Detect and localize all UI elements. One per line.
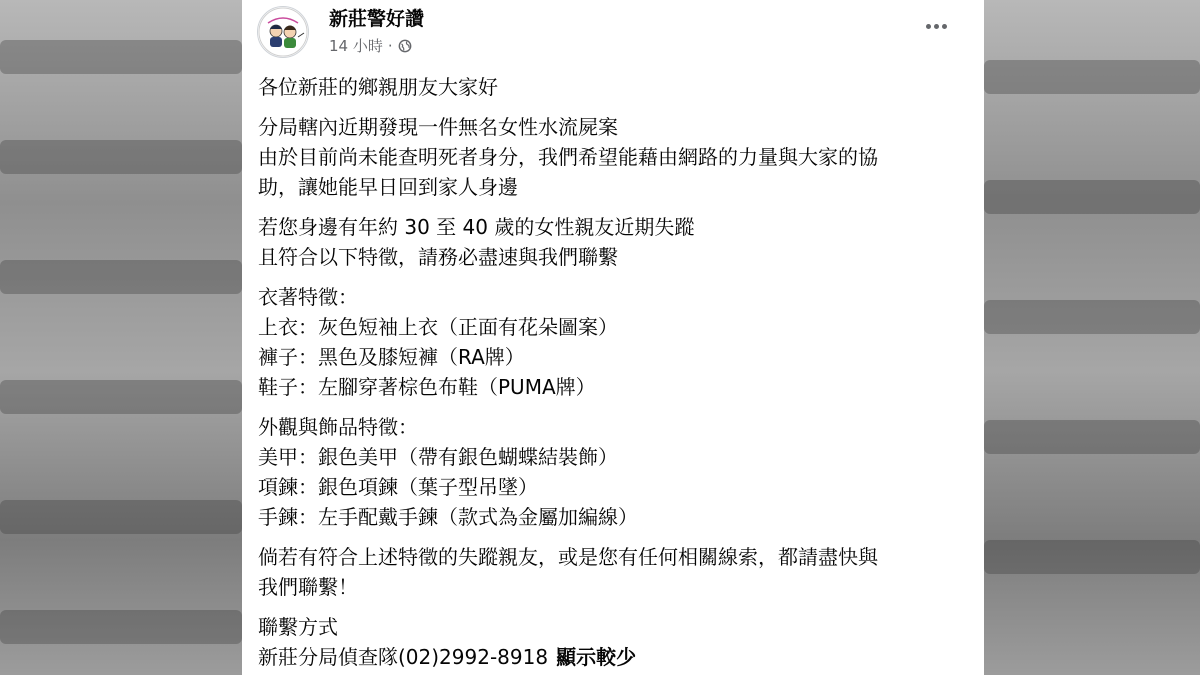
more-icon-dot (942, 24, 947, 29)
avatar[interactable] (257, 6, 309, 58)
post-body (258, 72, 970, 675)
post-paragraph (258, 212, 970, 272)
more-icon-dot (934, 24, 939, 29)
post-paragraph (258, 72, 970, 102)
post-time[interactable]: 14 小時 (329, 37, 383, 55)
more-icon (926, 24, 931, 29)
see-less-link[interactable]: 顯示較少 (556, 645, 637, 669)
contact-heading: 聯繫方式 (258, 615, 338, 639)
blurred-background-right (984, 0, 1200, 675)
post-text-line: 助，讓她能早日回到家人身邊 (258, 175, 518, 199)
contact-line-wrapper (258, 642, 970, 672)
post-text-line: 褲子：黑色及膝短褲（RA牌） (258, 345, 525, 369)
post-text-line: 衣著特徵： (258, 285, 358, 309)
page-name[interactable]: 新莊警好讚 (329, 8, 425, 30)
police-mascot-avatar-icon (258, 7, 308, 57)
post-text-line: 且符合以下特徵，請務必盡速與我們聯繫 (258, 245, 618, 269)
meta-separator: · (387, 36, 393, 55)
facebook-post (242, 0, 984, 675)
post-text-line: 我們聯繫！ (258, 575, 358, 599)
post-paragraph (258, 112, 970, 202)
post-text-line: 上衣：灰色短袖上衣（正面有花朵圖案） (258, 315, 618, 339)
post-paragraph (258, 412, 970, 532)
post-paragraph (258, 542, 970, 602)
contact-line: 新莊分局偵查隊(02)2992-8918 (258, 645, 549, 669)
blurred-background-left (0, 0, 242, 675)
post-paragraph-contact (258, 612, 970, 672)
post-paragraph (258, 282, 970, 402)
post-text-line: 外觀與飾品特徵： (258, 415, 418, 439)
post-text-line: 各位新莊的鄉親朋友大家好 (258, 75, 498, 99)
post-text-line: 倘若有符合上述特徵的失蹤親友，或是您有任何相關線索，都請盡快與 (258, 545, 878, 569)
post-text-line: 分局轄內近期發現一件無名女性水流屍案 (258, 115, 618, 139)
globe-icon[interactable] (398, 39, 412, 53)
post-meta (329, 35, 412, 56)
post-text-line: 由於目前尚未能查明死者身分，我們希望能藉由網路的力量與大家的協 (258, 145, 878, 169)
post-text-line: 鞋子：左腳穿著棕色布鞋（PUMA牌） (258, 375, 596, 399)
post-text-line: 若您身邊有年約 30 至 40 歲的女性親友近期失蹤 (258, 215, 695, 239)
post-text-line: 手鍊：左手配戴手鍊（款式為金屬加編線） (258, 505, 638, 529)
post-text-line: 項鍊：銀色項鍊（葉子型吊墜） (258, 475, 538, 499)
more-options-button[interactable] (920, 12, 952, 40)
post-header (242, 0, 984, 64)
post-text-line: 美甲：銀色美甲（帶有銀色蝴蝶結裝飾） (258, 445, 618, 469)
